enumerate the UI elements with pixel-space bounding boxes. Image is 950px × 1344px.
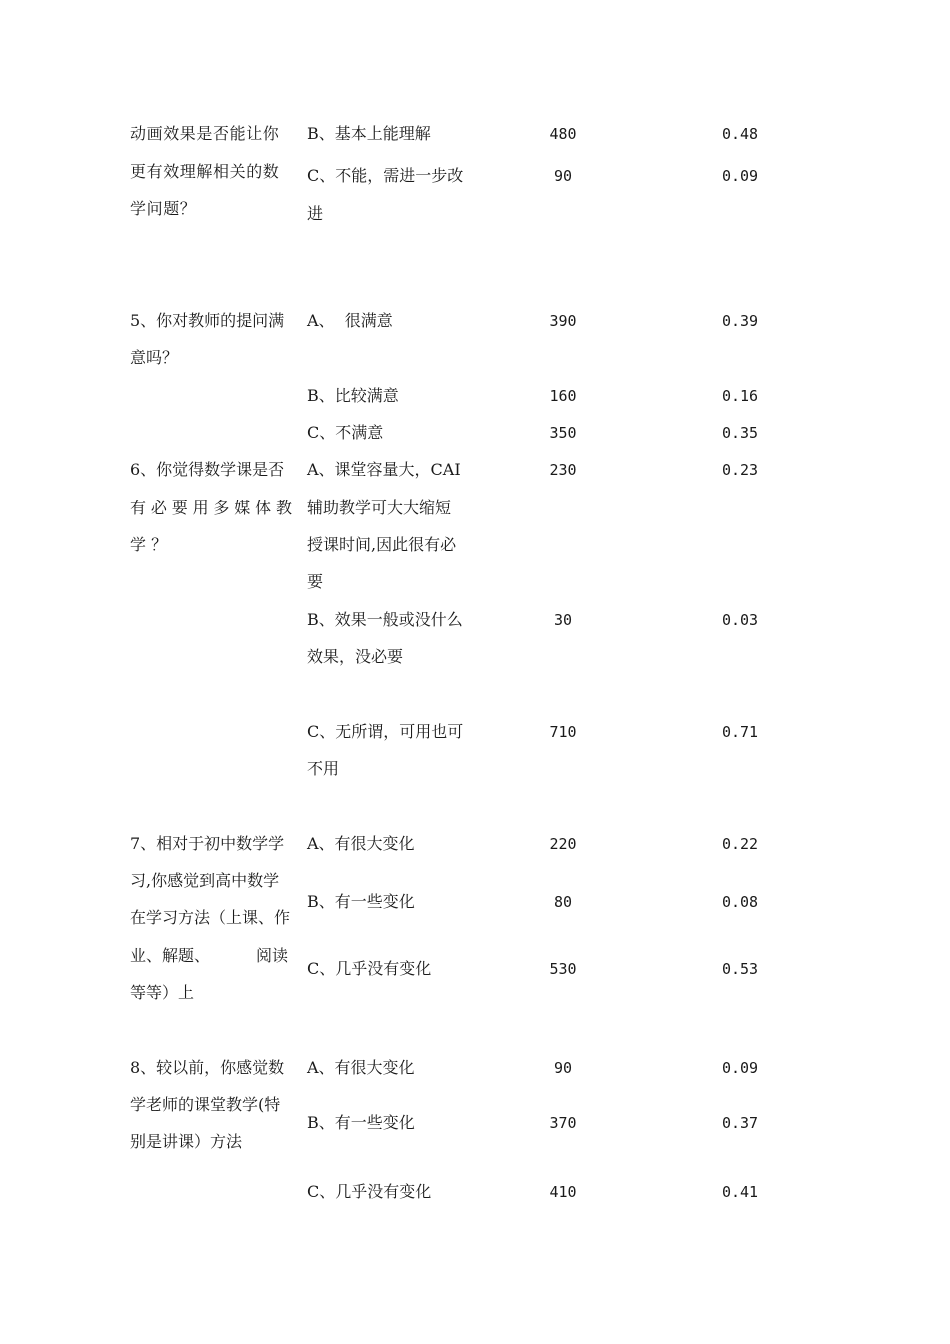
option-label: A、 很满意 <box>307 311 393 330</box>
option-ratio: 0.03 <box>721 611 759 629</box>
option-ratio: 0.71 <box>721 723 759 741</box>
option-label: 不用 <box>307 759 340 778</box>
option-ratio: 0.37 <box>721 1114 759 1132</box>
option-count: 350 <box>549 424 577 442</box>
option-count: 80 <box>553 893 573 911</box>
question-text-line: 5、你对教师的提问满 <box>130 311 285 330</box>
option-label: 效果，没必要 <box>307 647 404 666</box>
option-label: 要 <box>307 572 324 591</box>
question-text-line: 别是讲课）方法 <box>130 1132 243 1151</box>
option-count: 480 <box>549 125 577 143</box>
question-text-line: 业、解题、 <box>130 946 211 965</box>
option-count: 160 <box>549 387 577 405</box>
option-label: C、几乎没有变化 <box>307 1182 432 1201</box>
option-count: 370 <box>549 1114 577 1132</box>
option-label: C、不能，需进一步改 <box>307 166 464 185</box>
question-text-line: 学问题？ <box>130 199 197 218</box>
option-count: 710 <box>549 723 577 741</box>
question-text-line: 阅读 <box>256 946 289 965</box>
option-count: 30 <box>553 611 573 629</box>
question-text-line: 学老师的课堂教学(特 <box>130 1095 281 1114</box>
option-label: 授课时间,因此很有必 <box>307 535 457 554</box>
option-label: 辅助教学可大大缩短 <box>307 498 452 517</box>
option-count: 530 <box>549 960 577 978</box>
question-text-line: 有必要用多媒体教 <box>130 500 292 516</box>
option-label: A、有很大变化 <box>307 1058 415 1077</box>
question-text-line: 8、较以前，你感觉数 <box>130 1058 285 1077</box>
option-label: C、无所谓，可用也可 <box>307 722 464 741</box>
question-text-line: 6、你觉得数学课是否 <box>130 460 285 479</box>
option-ratio: 0.08 <box>721 893 759 911</box>
option-count: 90 <box>553 167 573 185</box>
question-text-line: 在学习方法（上课、作 <box>130 908 291 927</box>
question-text-line: 习,你感觉到高中数学 <box>130 871 280 890</box>
option-label: B、有一些变化 <box>307 892 415 911</box>
option-ratio: 0.41 <box>721 1183 759 1201</box>
option-ratio: 0.16 <box>721 387 759 405</box>
option-label: B、有一些变化 <box>307 1113 415 1132</box>
option-count: 390 <box>549 312 577 330</box>
option-ratio: 0.48 <box>721 125 759 143</box>
question-text-line: 学 ？ <box>130 535 168 554</box>
option-label: A、课堂容量大，CAI <box>307 460 461 479</box>
question-text-line: 意吗？ <box>130 348 179 367</box>
option-count: 230 <box>549 461 577 479</box>
option-label: B、效果一般或没什么 <box>307 610 463 629</box>
option-ratio: 0.09 <box>721 1059 759 1077</box>
option-label: 进 <box>307 204 324 223</box>
option-ratio: 0.35 <box>721 424 759 442</box>
option-label: B、比较满意 <box>307 386 399 405</box>
option-ratio: 0.09 <box>721 167 759 185</box>
option-count: 90 <box>553 1059 573 1077</box>
option-ratio: 0.23 <box>721 461 759 479</box>
option-label: B、基本上能理解 <box>307 124 431 143</box>
option-label: C、几乎没有变化 <box>307 959 432 978</box>
question-text-line: 更有效理解相关的数 <box>130 162 280 181</box>
option-count: 220 <box>549 835 577 853</box>
option-count: 410 <box>549 1183 577 1201</box>
question-text-line: 7、相对于初中数学学 <box>130 834 285 853</box>
option-label: C、不满意 <box>307 423 384 442</box>
option-ratio: 0.53 <box>721 960 759 978</box>
option-ratio: 0.39 <box>721 312 759 330</box>
question-text-line: 动画效果是否能让你 <box>130 124 280 143</box>
option-label: A、有很大变化 <box>307 834 415 853</box>
question-text-line: 等等）上 <box>130 983 195 1002</box>
option-ratio: 0.22 <box>721 835 759 853</box>
